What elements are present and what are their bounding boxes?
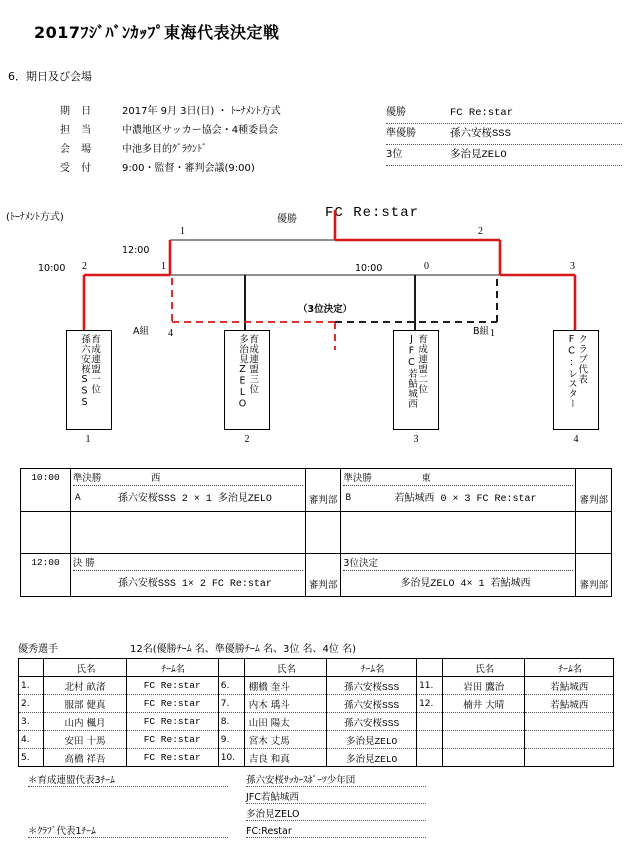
player-no: 1. [19,677,44,695]
player-name: 内木 瑀斗 [244,695,326,713]
header-name: 氏名 [44,659,126,677]
tournament-bracket [0,200,630,450]
score-semi-left-b: 1 [161,261,166,272]
page-title: 2017ﾌｼﾞﾊﾞﾝｶｯﾌﾟ東海代表決定戦 [34,23,280,42]
info-label: 受 付 [60,163,96,174]
header-team: ﾁｰﾑ名 [525,659,614,677]
summary-rank: 優勝 [386,107,406,118]
champion-label: 優勝 [277,214,297,225]
player-no: 11. [417,677,443,695]
player-team: 孫六安桜SSS [327,677,417,695]
match-cell-left [70,554,305,597]
team-qualifier: クラブ代表 [576,334,588,384]
empty-cell [70,512,305,554]
player-team: 多治見ZELO [327,731,417,749]
summary-team: 孫六安桜SSS [450,128,511,140]
player-no: 3. [19,713,44,731]
player-name: 山内 楓月 [44,713,126,731]
players-header-row [19,659,614,677]
player-team: 若鮎城西 [525,695,614,713]
header-index [19,659,44,677]
summary-rank: 3位 [386,149,403,160]
info-row [60,159,281,178]
players-heading-detail: 12名(優勝ﾁｰﾑ 名、準優勝ﾁｰﾑ 名、3位 名、4位 名) [130,644,356,655]
match-time: 12:00 [21,554,71,597]
divider [343,485,573,486]
table-row [19,749,614,767]
empty-cell [21,512,71,554]
team-seed: 4 [573,434,579,445]
note-row [28,804,608,821]
match-cell-right [341,469,576,512]
note-right: 孫六安桜ｻｯｶｰｽﾎﾟｰﾂ少年団 [246,772,426,787]
team-qualifier: 育成連盟二位 [416,334,428,394]
empty-cell [443,749,525,767]
divider [73,570,303,571]
info-value: 2017年 9月 3日(日) ・ ﾄｰﾅﾒﾝﾄ方式 [122,106,281,117]
players-heading [18,640,356,655]
match-score: 多治見ZELO 4× 1 若鮎城西 [400,579,531,590]
team-name: FC:レスター [566,334,577,409]
header-team: ﾁｰﾑ名 [327,659,417,677]
player-team: FC Re:star [126,677,218,695]
bracket-team-box [66,330,112,430]
player-name: 北村 畝渚 [44,677,126,695]
info-value: 9:00・監督・審判会議(9:00) [122,163,255,174]
match-score: 若鮎城西 0 × 3 FC Re:star [394,494,537,505]
empty-cell [443,731,525,749]
note-right: FC:Restar [246,826,426,838]
bracket-team-box [393,330,439,430]
empty-cell [417,731,443,749]
player-no: 8. [218,713,244,731]
player-name: 山田 陽太 [244,713,326,731]
player-team: 孫六安桜SSS [327,695,417,713]
player-no: 4. [19,731,44,749]
third-place-label: （3位決定） [298,304,353,315]
player-name: 安田 十馬 [44,731,126,749]
note-left: ＊育成連盟代表3ﾁｰﾑ [28,772,228,787]
summary-team: 多治見ZELO [450,149,507,161]
table-row [19,731,614,749]
match-side: 東 [421,473,431,484]
player-no: 2. [19,695,44,713]
champion-name: FC Re:star [325,205,420,221]
divider [73,485,303,486]
table-row [19,713,614,731]
player-team: FC Re:star [126,731,218,749]
divider [343,570,573,571]
referee: 審判部 [305,469,340,512]
referee: 審判部 [576,554,612,597]
empty-cell [525,713,614,731]
final-time-label: 12:00 [122,245,150,256]
player-team: FC Re:star [126,713,218,731]
team-seed: 1 [85,434,91,445]
info-value: 中濃地区サッカー協会・4種委員会 [122,125,279,136]
bracket-mode-label: (ﾄｰﾅﾒﾝﾄ方式) [6,212,64,223]
player-no: 5. [19,749,44,767]
note-right: JFC若鮎城西 [246,789,426,804]
player-name: 高橋 祥吾 [44,749,126,767]
summary-rank: 準優勝 [386,128,416,139]
header-name: 氏名 [443,659,525,677]
summary-row [386,124,622,145]
match-stage: 準決勝 [72,473,102,484]
team-name: 多治見ZELO [237,334,248,410]
empty-cell [417,749,443,767]
team-seed: 2 [244,434,250,445]
semifinal-left-time-label: 10:00 [38,263,66,274]
score-third-right: 1 [490,328,495,339]
note-row [28,787,608,804]
empty-cell [341,512,576,554]
empty-cell [525,731,614,749]
footer-notes [28,770,608,838]
player-no: 10. [218,749,244,767]
team-name: 孫六安桜SSS [79,334,90,409]
player-team: FC Re:star [126,695,218,713]
section-heading: 6．期日及び会場 [8,70,92,83]
referee: 審判部 [576,469,612,512]
player-no: 7. [218,695,244,713]
table-row [19,695,614,713]
empty-cell [525,749,614,767]
match-stage: 準決勝 [343,473,372,484]
bracket-team-box [553,330,599,430]
info-row [60,102,281,121]
score-semi-left-a: 2 [82,261,87,272]
header-index [218,659,244,677]
player-no: 12. [417,695,443,713]
group-a-label: A組 [133,326,149,337]
header-team: ﾁｰﾑ名 [126,659,218,677]
note-row [28,821,608,838]
info-label: 期 日 [60,106,96,117]
score-third-left: 4 [168,328,173,339]
player-no: 6. [218,677,244,695]
player-name: 吉良 和真 [244,749,326,767]
player-team: FC Re:star [126,749,218,767]
score-semi-right-a: 0 [424,261,429,272]
empty-cell [417,713,443,731]
match-results-table [20,468,612,597]
table-row [21,554,612,597]
player-no: 9. [218,731,244,749]
empty-cell [443,713,525,731]
referee: 審判部 [305,554,340,597]
score-final-right: 2 [478,226,483,237]
note-left: ＊ｸﾗﾌﾞ代表1ﾁｰﾑ [28,823,228,838]
score-final-left: 1 [180,226,185,237]
team-seed: 3 [413,434,419,445]
summary-team: FC Re:star [450,107,514,119]
match-stage: 3位決定 [343,558,378,569]
player-name: 楠井 大晴 [443,695,525,713]
player-name: 服部 健真 [44,695,126,713]
team-qualifier: 育成連盟一位 [89,334,101,394]
header-index [417,659,443,677]
header-name: 氏名 [244,659,326,677]
match-cell-right [341,554,576,597]
semifinal-right-time-label: 10:00 [355,263,383,274]
score-semi-right-b: 3 [570,261,575,272]
player-name: 宮木 丈馬 [244,731,326,749]
player-team: 孫六安桜SSS [327,713,417,731]
bracket-team-box [224,330,270,430]
table-row [19,677,614,695]
group-b-label: B組 [473,326,490,337]
info-row [60,121,281,140]
match-stage: 決 勝 [72,558,95,569]
table-row [21,469,612,512]
summary-row [386,145,622,166]
match-group: B [345,493,352,503]
info-label: 担 当 [60,125,96,136]
player-team: 若鮎城西 [525,677,614,695]
match-side: 西 [150,473,161,484]
player-name: 棚橋 奎斗 [244,677,326,695]
note-row [28,770,608,787]
event-info [60,102,281,178]
summary-row [386,103,622,124]
match-score: 孫六安桜SSS 1× 2 FC Re:star [117,579,272,590]
match-group: A [74,493,81,503]
table-row-spacer [21,512,612,554]
players-heading-label: 優秀選手 [18,644,58,655]
player-team: 多治見ZELO [327,749,417,767]
team-qualifier: 育成連盟三位 [247,334,259,394]
result-summary [386,103,622,166]
empty-cell [305,512,340,554]
note-right: 多治見ZELO [246,806,426,821]
match-cell-left [70,469,305,512]
team-name: JFC若鮎城西 [406,334,417,409]
info-label: 会 場 [60,144,96,155]
info-row [60,140,281,159]
match-score: 孫六安桜SSS 2 × 1 多治見ZELO [117,494,272,505]
players-table [18,658,614,767]
match-time: 10:00 [21,469,71,512]
player-name: 岩田 鷹治 [443,677,525,695]
info-value: 中池多目的ｸﾞﾗｳﾝﾄﾞ [122,144,207,155]
empty-cell [576,512,612,554]
